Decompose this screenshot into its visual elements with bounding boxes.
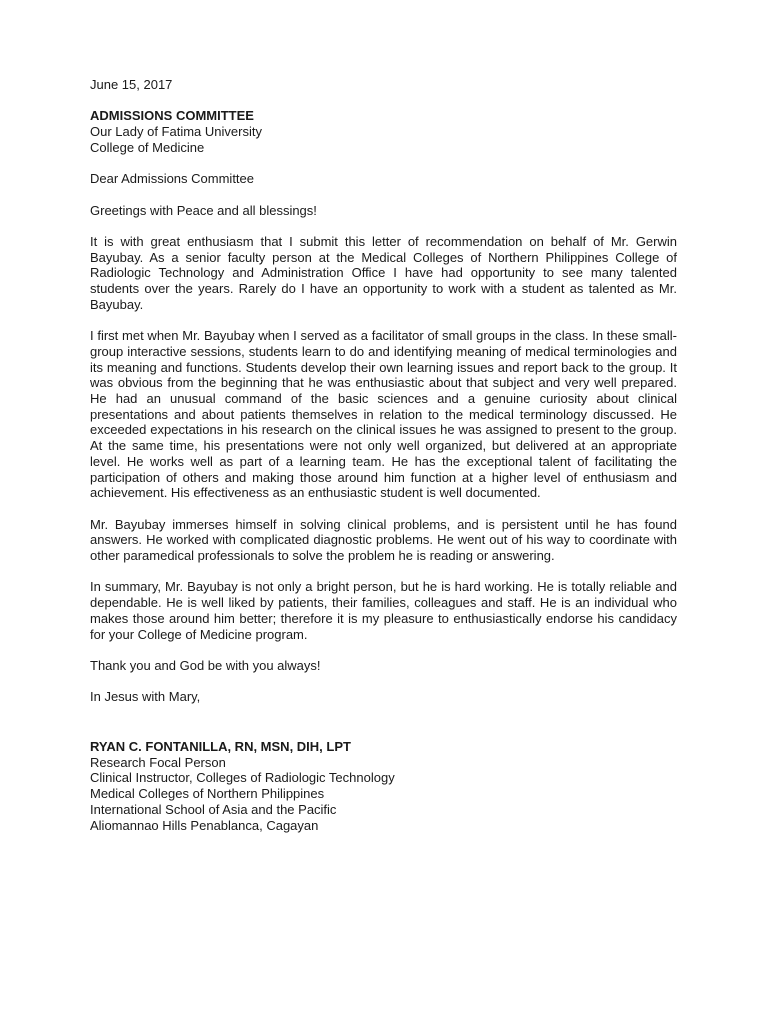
spacer — [90, 642, 677, 658]
body-paragraph-2: I first met when Mr. Bayubay when I served as a facilitator of small groups in the class. In these small-group interactive sessions, students learn to do and identifying meaning of medical terminologies and its meaning and functions. Students develop their own learning issues and report back to the group. It was obvious from the beginning that he was enthusiastic about that subject and very well prepared. He had an unusual command of the basic sciences and a genuine curiosity about clinical presentations and about patients themselves in relation to the medical terminology discussed. He exceeded expectations in his research on the clinical issues he was assigned to present to the group. At the same time, his presentations were not only well organized, but delivered at an appropriate level. He works well as part of a learning team. He has the exceptional talent of facilitating the participation of others and making those around him function at a higher level of enthusiasm and achievement. His effectiveness as an enthusiastic student is well documented. — [90, 328, 677, 501]
spacer — [90, 312, 677, 328]
thanks-line: Thank you and God be with you always! — [90, 657, 321, 673]
body-paragraph-4: In summary, Mr. Bayubay is not only a bright person, but he is hard working. He is totally reliable and dependable. He is well liked by patients, their families, colleagues and staff. He is an individual who makes those around him better; therefore it is my pleasure to enthusiastically endorse his candidacy for your College of Medicine program. — [90, 579, 677, 642]
spacer — [90, 674, 677, 690]
body-paragraph-1: It is with great enthusiasm that I submit this letter of recommendation on behalf of Mr. Gerwin Bayubay. As a senior faculty person at the Medical Colleges of Northern Philippines College of Radiologic Technology and Administration Office I have had opportunity to see many talented students over the years. Rarely do I have an opportunity to work with a student as talented as Mr. Bayubay. — [90, 233, 677, 312]
recipient-title: ADMISSIONS COMMITTEE — [90, 108, 254, 124]
signatory-position: Clinical Instructor, Colleges of Radiologic Technology — [90, 770, 395, 786]
spacer — [90, 156, 677, 172]
signatory-role: Research Focal Person — [90, 754, 226, 770]
spacer — [90, 564, 677, 580]
closing-line: In Jesus with Mary, — [90, 689, 201, 705]
signatory-institution: Medical Colleges of Northern Philippines — [90, 786, 325, 802]
greeting: Greetings with Peace and all blessings! — [90, 202, 317, 218]
body-paragraph-3: Mr. Bayubay immerses himself in solving clinical problems, and is persistent until he has found answers. He worked with complicated diagnostic problems. He went out of his way to coordinate with other paramedical professionals to solve the problem he is reading or answering. — [90, 516, 677, 563]
spacer — [90, 187, 677, 203]
salutation: Dear Admissions Committee — [90, 171, 254, 187]
recipient-college: College of Medicine — [90, 139, 205, 155]
spacer — [90, 501, 677, 517]
spacer — [90, 93, 677, 109]
letter-page — [90, 77, 677, 833]
signature-space — [90, 705, 677, 739]
spacer — [90, 218, 677, 234]
recipient-institution: Our Lady of Fatima University — [90, 124, 262, 140]
signatory-school: International School of Asia and the Pacific — [90, 801, 337, 817]
letter-date: June 15, 2017 — [90, 77, 173, 92]
signatory-address: Aliomannao Hills Penablanca, Cagayan — [90, 817, 319, 833]
signatory-name: RYAN C. FONTANILLA, RN, MSN, DIH, LPT — [90, 738, 351, 754]
